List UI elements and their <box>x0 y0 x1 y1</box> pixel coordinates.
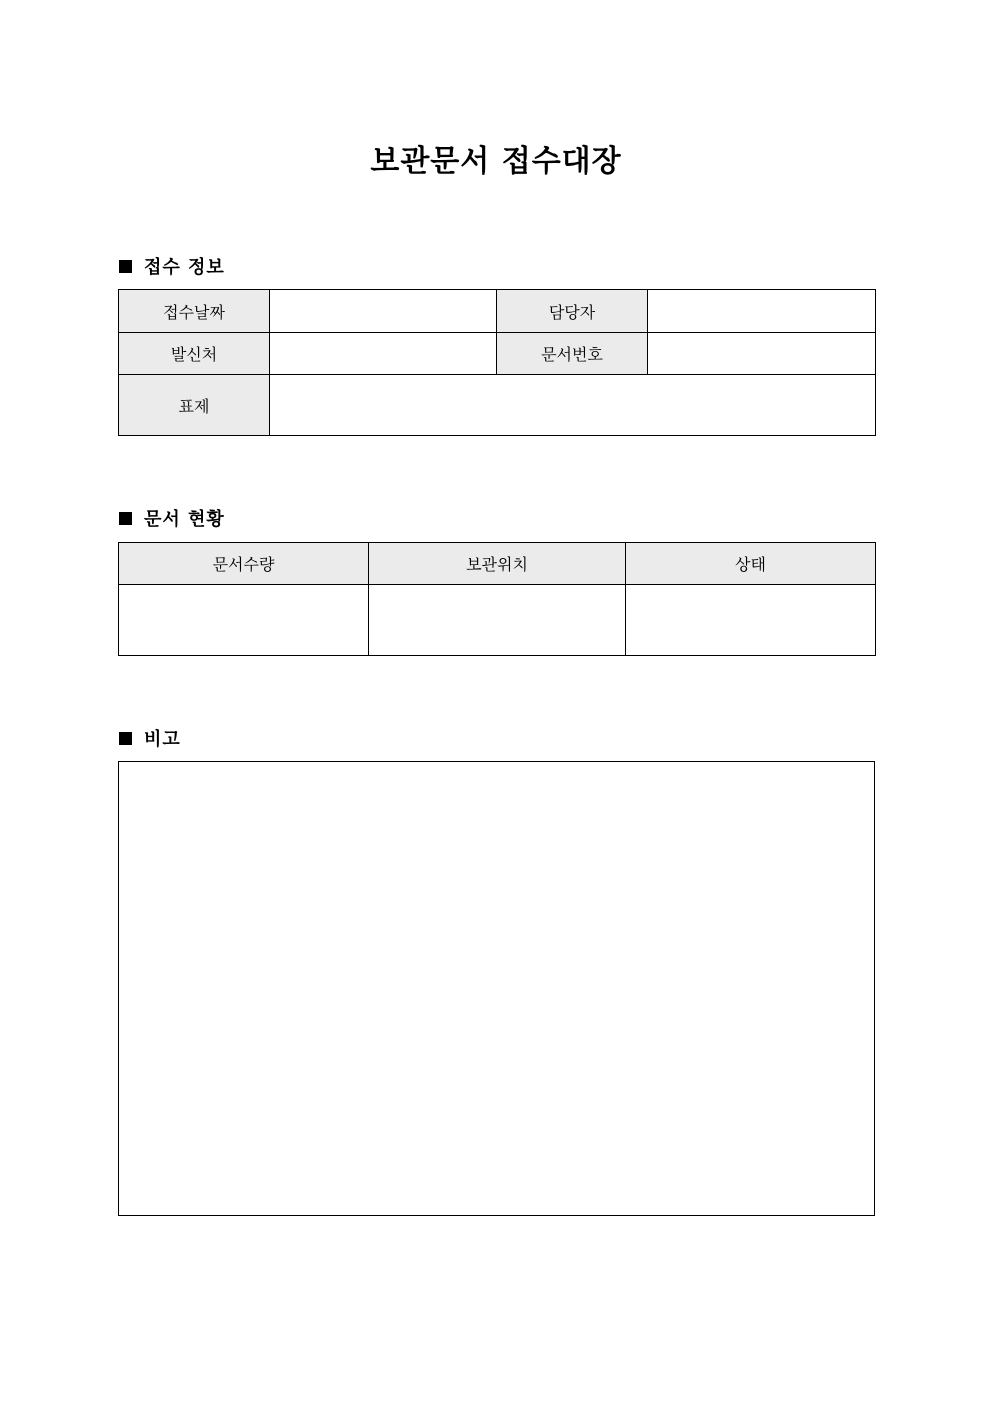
sender-label: 발신처 <box>119 333 270 375</box>
doc-number-label: 문서번호 <box>497 333 648 375</box>
manager-field[interactable] <box>648 290 876 333</box>
subject-label: 표제 <box>119 375 270 436</box>
receipt-info-heading-label: 접수 정보 <box>144 257 225 278</box>
square-bullet-icon <box>119 260 132 273</box>
quantity-field[interactable] <box>119 585 369 656</box>
remarks-heading-label: 비고 <box>144 729 181 750</box>
doc-status-table <box>118 542 876 656</box>
quantity-column-header: 문서수량 <box>119 543 369 585</box>
doc-status-heading-label: 문서 현황 <box>144 509 225 530</box>
remarks-heading <box>119 725 181 751</box>
square-bullet-icon <box>119 512 132 525</box>
status-field[interactable] <box>626 585 876 656</box>
table-row <box>119 290 876 333</box>
date-field[interactable] <box>270 290 497 333</box>
table-row <box>119 585 876 656</box>
remarks-field[interactable] <box>118 761 875 1216</box>
status-column-header: 상태 <box>626 543 876 585</box>
sender-field[interactable] <box>270 333 497 375</box>
doc-status-heading <box>119 505 225 531</box>
date-label: 접수날짜 <box>119 290 270 333</box>
receipt-info-heading <box>119 253 225 279</box>
manager-label: 담당자 <box>497 290 648 333</box>
table-row <box>119 333 876 375</box>
square-bullet-icon <box>119 732 132 745</box>
subject-field[interactable] <box>270 375 876 436</box>
location-field[interactable] <box>369 585 626 656</box>
table-header-row <box>119 543 876 585</box>
doc-number-field[interactable] <box>648 333 876 375</box>
page-title: 보관문서 접수대장 <box>370 144 622 179</box>
receipt-info-table <box>118 289 876 436</box>
table-row <box>119 375 876 436</box>
location-column-header: 보관위치 <box>369 543 626 585</box>
